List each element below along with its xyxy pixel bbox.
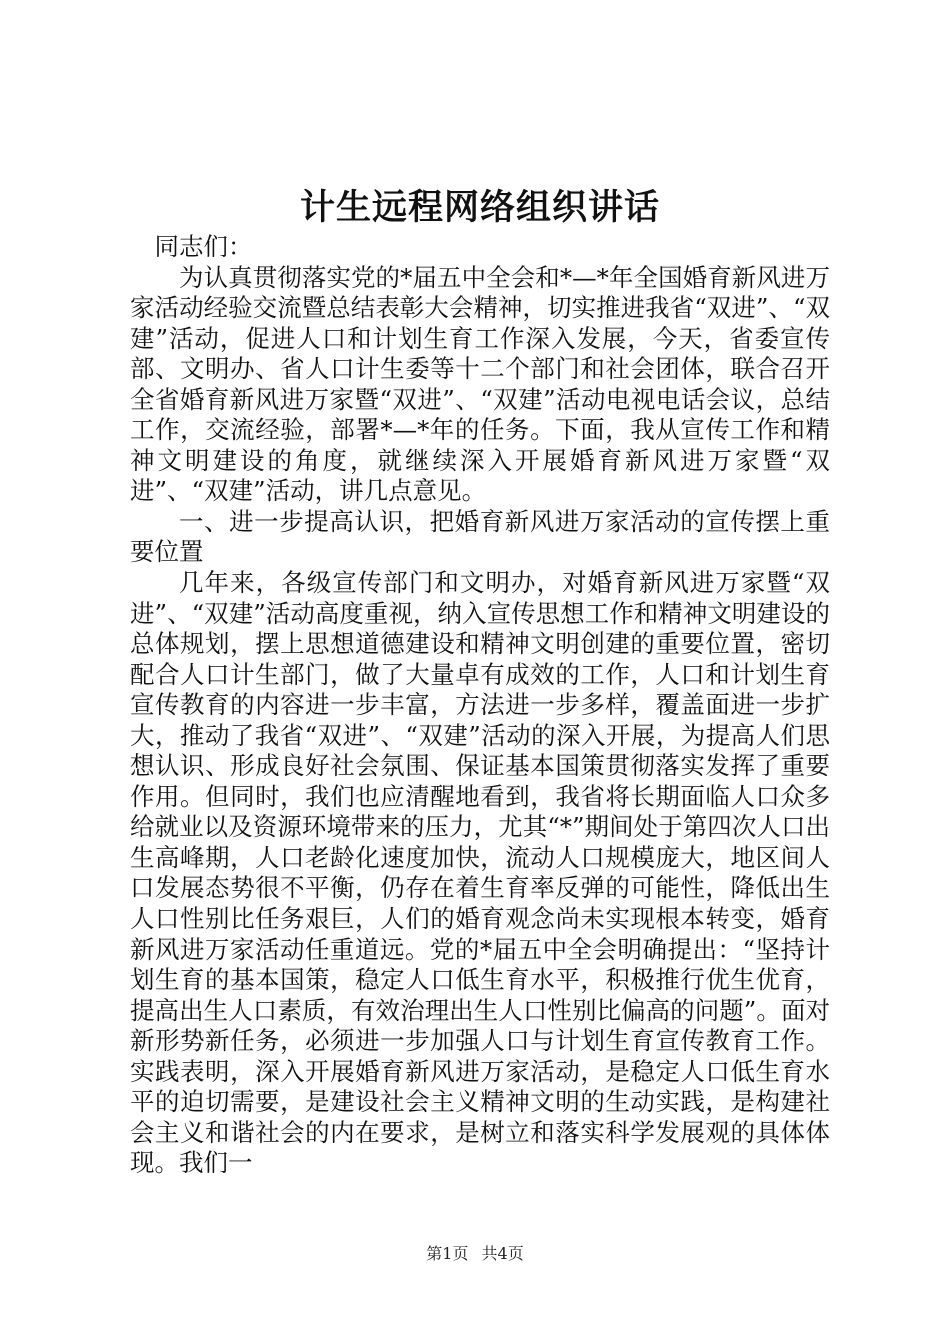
document-page bbox=[130, 0, 830, 1344]
paragraph-section-1: 几年来，各级宣传部门和文明办，对婚育新风进万家暨“双进”、“双建”活动高度重视，纳入宣传思想工作和精神文明建设的总体规划，摆上思想道德建设和精神文明创建的重要位置，密切配合人口计生部门，做了大量卓有成效的工作，人口和计划生育宣传教育的内容进一步丰富，方法进一步多样，覆盖面进一步扩大，推动了我省“双进”、“双建”活动的深入开展，为提高人们思想认识、形成良好社会氛围、保证基本国策贯彻落实发挥了重要作用。但同时，我们也应清醒地看到，我省将长期面临人口众多给就业以及资源环境带来的压力，尤其“*”期间处于第四次人口出生高峰期，人口老龄化速度加快，流动人口规模庞大，地区间人口发展态势很不平衡，仍存在着生育率反弹的可能性，降低出生人口性别比任务艰巨，人们的婚育观念尚未实现根本转变，婚育新风进万家活动任重道远。党的*届五中全会明确提出：“坚持计划生育的基本国策，稳定人口低生育水平，积极推行优生优育，提高出生人口素质，有效治理出生人口性别比偏高的问题”。面对新形势新任务，必须进一步加强人口与计划生育宣传教育工作。实践表明，深入开展婚育新风进万家活动，是稳定人口低生育水平的迫切需要，是建设社会主义精神文明的生动实践，是构建社会主义和谐社会的内在要求，是树立和落实科学发展观的具体体现。我们一 bbox=[130, 568, 830, 1178]
page-number: 第1页 bbox=[426, 1244, 469, 1263]
paragraph-intro: 为认真贯彻落实党的*届五中全会和*—*年全国婚育新风进万家活动经验交流暨总结表彰大会精神，切实推进我省“双进”、“双建”活动，促进人口和计划生育工作深入发展，今天，省委宣传部、文明办、省人口计生委等十二个部门和社会团体，联合召开全省婚育新风进万家暨“双进”、“双建”活动电视电话会议，总结工作，交流经验，部署*—*年的任务。下面，我从宣传工作和精神文明建设的角度，就继续深入开展婚育新风进万家暨“双进”、“双建”活动，讲几点意见。 bbox=[130, 262, 830, 506]
document-title: 计生远程网络组织讲话 bbox=[299, 187, 660, 228]
document-body bbox=[130, 232, 830, 1179]
page-total: 共4页 bbox=[481, 1244, 524, 1263]
page-footer bbox=[0, 1243, 950, 1265]
section-heading-1: 一、进一步提高认识，把婚育新风进万家活动的宣传摆上重要位置 bbox=[130, 506, 830, 567]
greeting: 同志们： bbox=[154, 232, 253, 261]
